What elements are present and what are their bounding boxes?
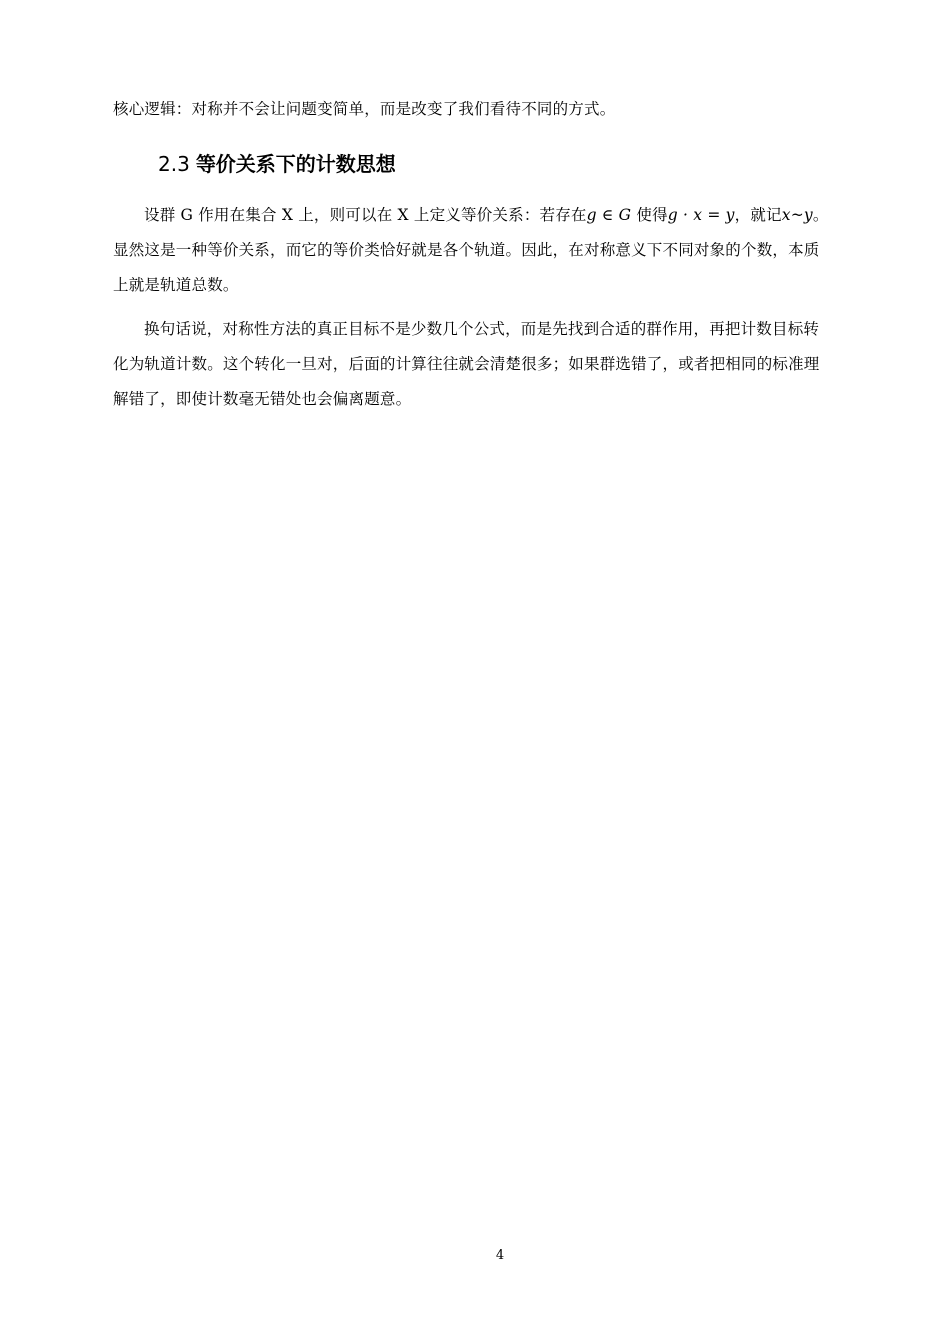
paragraph-line: 显然这是一种等价关系，而它的等价类恰好就是各个轨道。因此，在对称意义下不同对象的个数，本质	[113, 241, 820, 259]
text-run: ，就记	[734, 206, 782, 224]
paragraph-line	[113, 198, 863, 233]
paragraph-orbit-counting	[113, 312, 863, 417]
paragraph-line: 解错了，即使计数毫无错处也会偏离题意。	[113, 390, 412, 408]
page-number: 4	[495, 1248, 505, 1263]
math-relation: x~y	[781, 206, 813, 224]
section-number: 2.3	[158, 152, 190, 176]
paragraph-equivalence	[113, 198, 863, 303]
paragraph-line: 化为轨道计数。这个转化一旦对，后面的计算往往就会清楚很多；如果群选错了，或者把相同的标准理	[113, 355, 820, 373]
math-membership: g ∈ G	[586, 206, 632, 224]
paragraph-line: 上就是轨道总数。	[113, 276, 239, 294]
paragraph-line: 换句话说，对称性方法的真正目标不是少数几个公式，而是先找到合适的群作用，再把计数目标转	[144, 320, 820, 338]
text-run: 设群 G 作用在集合 X 上，则可以在 X 上定义等价关系：若存在	[144, 206, 587, 224]
math-group-action: g · x = y	[667, 206, 735, 224]
text-run: 使得	[631, 206, 668, 224]
section-heading	[158, 146, 396, 182]
text-run: 。	[812, 206, 829, 224]
core-logic-text: 核心逻辑：对称并不会让问题变简单，而是改变了我们看待不同的方式。	[113, 100, 616, 118]
section-title: 等价关系下的计数思想	[195, 152, 396, 176]
core-logic-line	[113, 92, 863, 127]
